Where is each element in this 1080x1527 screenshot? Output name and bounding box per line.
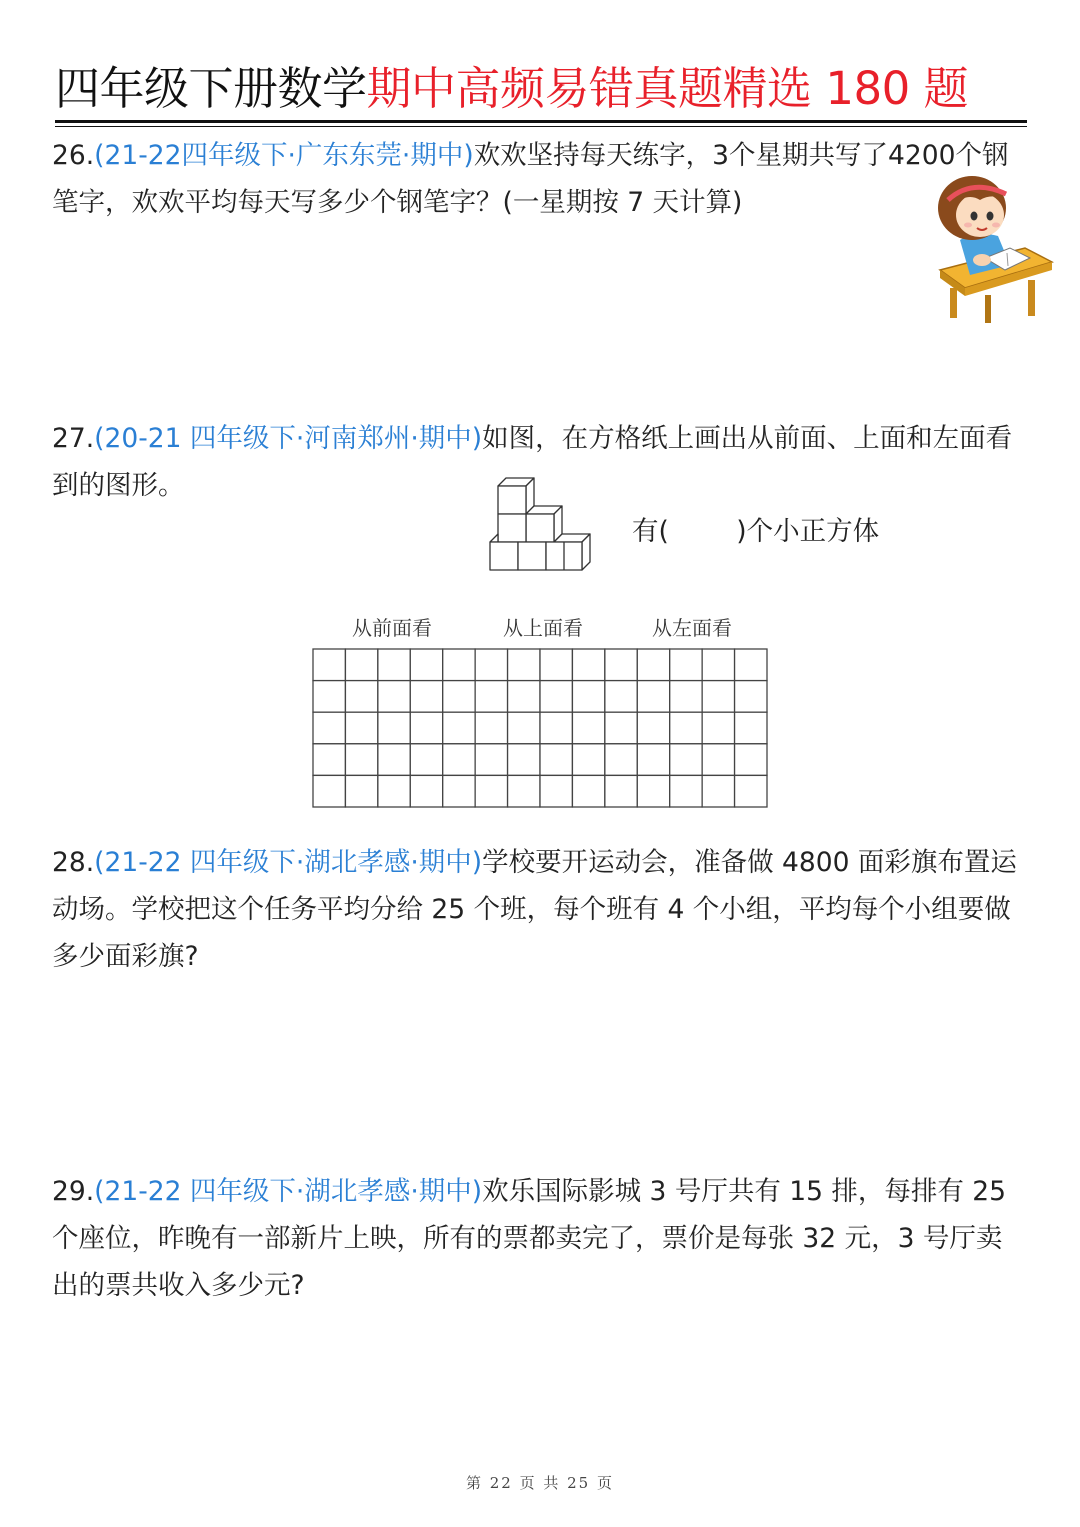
grid-cell[interactable] xyxy=(508,712,540,744)
question-text: 如图，在方格纸上画出从前面、上面和左面看到的图形。 xyxy=(52,423,1013,501)
grid-cell[interactable] xyxy=(605,712,637,744)
grid-cell[interactable] xyxy=(637,744,669,776)
grid-cell[interactable] xyxy=(443,649,475,681)
grid-cell[interactable] xyxy=(702,649,734,681)
grid-cell[interactable] xyxy=(475,775,507,807)
grid-cell[interactable] xyxy=(605,775,637,807)
title-rule-thin xyxy=(55,126,1027,127)
grid-cell[interactable] xyxy=(443,681,475,713)
grid-cell[interactable] xyxy=(702,712,734,744)
grid-cell[interactable] xyxy=(572,681,604,713)
grid-cell[interactable] xyxy=(670,649,702,681)
question-26 xyxy=(52,132,1032,226)
grid-cell[interactable] xyxy=(670,744,702,776)
grid-cell[interactable] xyxy=(508,775,540,807)
grid-cell[interactable] xyxy=(345,775,377,807)
grid-cell[interactable] xyxy=(410,744,442,776)
question-source: (21-22 四年级下·湖北孝感·期中) xyxy=(94,847,483,878)
grid-cell[interactable] xyxy=(637,681,669,713)
question-number: 28. xyxy=(52,847,95,878)
grid-cell[interactable] xyxy=(345,649,377,681)
grid-cell[interactable] xyxy=(313,744,345,776)
grid-cell[interactable] xyxy=(378,649,410,681)
question-number: 29. xyxy=(52,1176,95,1207)
grid-cell[interactable] xyxy=(508,744,540,776)
grid-cell[interactable] xyxy=(475,712,507,744)
grid-cell[interactable] xyxy=(345,712,377,744)
grid-cell[interactable] xyxy=(702,681,734,713)
grid-cell[interactable] xyxy=(702,775,734,807)
question-text: 欢乐国际影城 3 号厅共有 15 排，每排有 25 个座位，昨晚有一部新片上映，所有的票都卖完了，票价是每张 32 元，3 号厅卖出的票共收入多少元? xyxy=(52,1176,1007,1301)
grid-cell[interactable] xyxy=(443,712,475,744)
grid-cell[interactable] xyxy=(540,649,572,681)
page-footer: 第 22 页 共 25 页 xyxy=(465,1474,614,1492)
grid-cell[interactable] xyxy=(572,649,604,681)
grid-cell[interactable] xyxy=(313,649,345,681)
grid-cell[interactable] xyxy=(475,649,507,681)
grid-cell[interactable] xyxy=(410,712,442,744)
grid-cell[interactable] xyxy=(670,712,702,744)
question-28 xyxy=(52,839,1032,980)
drawing-grid[interactable] xyxy=(312,648,768,808)
grid-cell[interactable] xyxy=(410,775,442,807)
view-label-top: 从上面看 xyxy=(503,616,583,640)
grid-cell[interactable] xyxy=(702,744,734,776)
question-source: (21-22 四年级下·湖北孝感·期中) xyxy=(94,1176,483,1207)
grid-cell[interactable] xyxy=(540,775,572,807)
grid-cell[interactable] xyxy=(670,681,702,713)
grid-cell[interactable] xyxy=(508,649,540,681)
title-rule-thick xyxy=(55,120,1027,123)
question-number: 27. xyxy=(52,423,95,454)
grid-cell[interactable] xyxy=(378,712,410,744)
view-label-front: 从前面看 xyxy=(352,616,432,640)
grid-cell[interactable] xyxy=(605,649,637,681)
cube-count-blank xyxy=(632,512,879,552)
question-text: 学校要开运动会，准备做 4800 面彩旗布置运动场。学校把这个任务平均分给 25 个班，每个班有 4 个小组，平均每个小组要做多少面彩旗? xyxy=(52,847,1017,972)
grid-cell[interactable] xyxy=(540,712,572,744)
grid-cell[interactable] xyxy=(637,649,669,681)
grid-cell[interactable] xyxy=(508,681,540,713)
grid-cell[interactable] xyxy=(735,649,767,681)
question-29 xyxy=(52,1168,1027,1309)
page-title xyxy=(55,58,1030,120)
grid-cell[interactable] xyxy=(572,775,604,807)
grid-cell[interactable] xyxy=(572,712,604,744)
grid-cell[interactable] xyxy=(540,744,572,776)
grid-cell[interactable] xyxy=(313,775,345,807)
grid-cell[interactable] xyxy=(345,744,377,776)
grid-cell[interactable] xyxy=(313,712,345,744)
cube-stack-figure xyxy=(488,474,594,578)
grid-cell[interactable] xyxy=(378,744,410,776)
grid-cell[interactable] xyxy=(313,681,345,713)
question-text: 欢欢坚持每天练字，3个星期共写了4200个钢笔字，欢欢平均每天写多少个钢笔字？(一星期按 7 天计算) xyxy=(52,140,1009,218)
grid-cell[interactable] xyxy=(735,681,767,713)
grid-cell[interactable] xyxy=(670,775,702,807)
grid-cell[interactable] xyxy=(475,681,507,713)
title-red: 期中高频易错真题精选 180 题 xyxy=(366,62,969,115)
grid-cell[interactable] xyxy=(572,744,604,776)
question-number: 26. xyxy=(52,140,95,171)
grid-cell[interactable] xyxy=(605,681,637,713)
title-black: 四年级下册数学 xyxy=(55,62,367,115)
grid-cell[interactable] xyxy=(378,775,410,807)
grid-cell[interactable] xyxy=(605,744,637,776)
grid-cell[interactable] xyxy=(345,681,377,713)
girl-reading-illustration xyxy=(930,170,1055,330)
question-source: (21-22四年级下·广东东莞·期中) xyxy=(94,140,474,171)
grid-cell[interactable] xyxy=(637,775,669,807)
count-suffix: )个小正方体 xyxy=(736,516,880,547)
grid-cell[interactable] xyxy=(410,649,442,681)
grid-cell[interactable] xyxy=(443,744,475,776)
grid-cell[interactable] xyxy=(735,712,767,744)
grid-cell[interactable] xyxy=(410,681,442,713)
grid-cell[interactable] xyxy=(637,712,669,744)
grid-cell[interactable] xyxy=(735,744,767,776)
grid-cell[interactable] xyxy=(735,775,767,807)
question-source: (20-21 四年级下·河南郑州·期中) xyxy=(94,423,483,454)
count-prefix: 有( xyxy=(632,516,669,547)
grid-cell[interactable] xyxy=(443,775,475,807)
grid-cell[interactable] xyxy=(475,744,507,776)
grid-cell[interactable] xyxy=(540,681,572,713)
view-label-left: 从左面看 xyxy=(652,616,732,640)
grid-cell[interactable] xyxy=(378,681,410,713)
